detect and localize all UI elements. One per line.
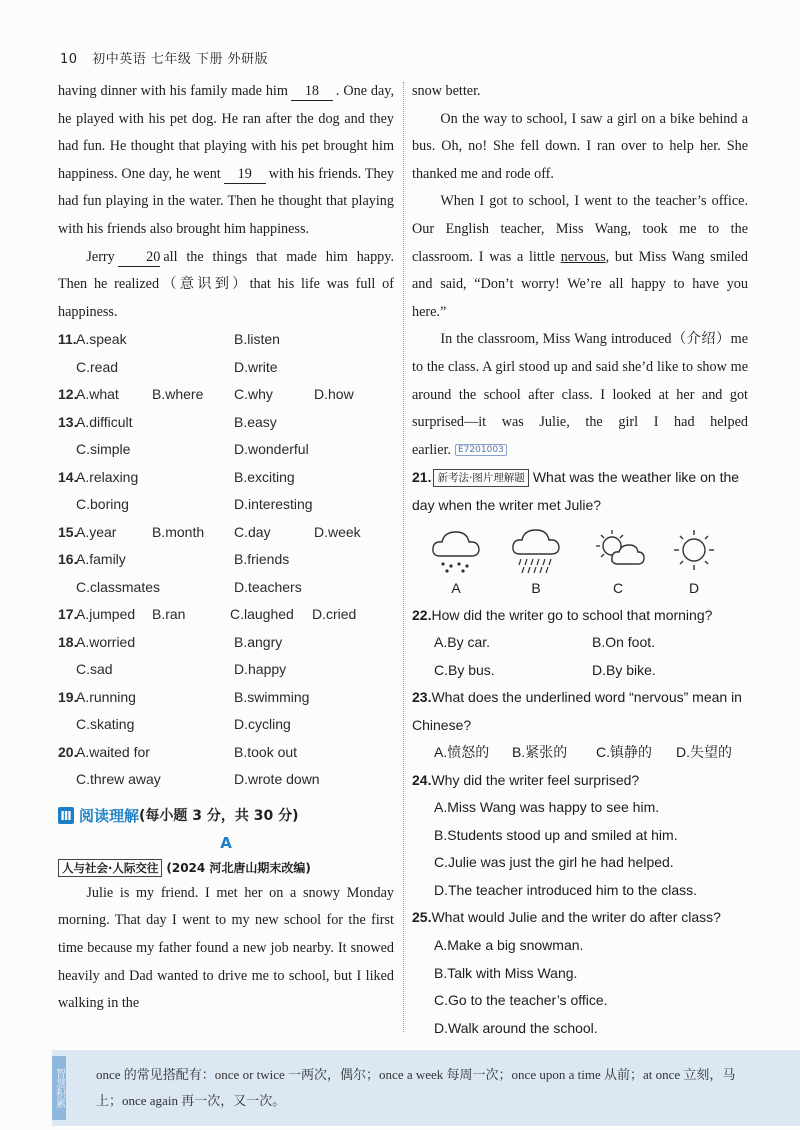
sun-cloud-icon[interactable] xyxy=(588,524,648,576)
question-number: 18. xyxy=(58,633,78,650)
option-d[interactable]: D.By bike. xyxy=(592,661,656,678)
rain-cloud-icon[interactable] xyxy=(506,524,566,576)
option-label-d: D xyxy=(688,579,700,596)
column-divider xyxy=(403,82,404,1032)
question-number: 20. xyxy=(58,743,78,760)
blank-18: 18 xyxy=(291,82,333,101)
question-number: 19. xyxy=(58,688,78,705)
question-number: 12. xyxy=(58,386,78,403)
option-c[interactable]: C.boring xyxy=(76,496,129,513)
question-options-row xyxy=(58,326,394,354)
option-a[interactable]: A.relaxing xyxy=(76,468,139,485)
option-c[interactable]: C.镇静的 xyxy=(596,744,652,761)
option-a[interactable]: A.worried xyxy=(76,633,136,650)
option-b[interactable]: B.swimming xyxy=(234,688,310,705)
question-23: 23.What does the underlined word “nervous” mean in Chinese? xyxy=(412,689,742,733)
question-number: 14. xyxy=(58,468,78,485)
source-text: (2024 河北唐山期末改编) xyxy=(166,860,311,875)
question-options-row xyxy=(58,711,394,739)
question-number: 11. xyxy=(58,331,77,348)
option-b[interactable]: B.listen xyxy=(234,331,280,348)
option-label-a: A xyxy=(451,579,461,596)
option-b[interactable]: B.angry xyxy=(234,633,283,650)
question-options-row xyxy=(58,766,394,794)
option-c[interactable]: C.simple xyxy=(76,441,131,458)
option-d[interactable]: D.Walk around the school. xyxy=(434,1019,598,1036)
option-b[interactable]: B.where xyxy=(152,386,204,403)
option-c[interactable]: C.day xyxy=(234,523,271,540)
question-options-row xyxy=(58,601,394,629)
section-points: (每小题 3 分，共 30 分) xyxy=(139,807,299,824)
question-number: 15. xyxy=(58,523,78,540)
option-d[interactable]: D.interesting xyxy=(234,496,313,513)
option-a[interactable]: A.By car. xyxy=(434,634,491,651)
passage-paragraph: having dinner with his family made him 18 . One day, he played with his pet dog. He ran after the dog and they had fun. He thought that playing with his pet brought him happiness. One day, he went 19 with his friends. They had fun playing in the water. Then he thought that playing with his friends also brought him happiness. xyxy=(58,83,395,237)
passage-paragraph: Julie is my friend. I met her on a snowy Monday morning. That day I went to my new school for the first time because my father found a new job nearby. It snowed heavily and Dad wanted to drive me to school, but I liked walking in the xyxy=(58,884,394,1012)
question-22: 22.How did the writer go to school that morning? xyxy=(412,606,713,623)
question-number: 16. xyxy=(58,551,78,568)
option-b[interactable]: B.Talk with Miss Wang. xyxy=(434,964,578,981)
question-type-tag: 新考法·图片理解题 xyxy=(433,469,528,487)
option-b[interactable]: B.On foot. xyxy=(592,634,656,651)
passage-source xyxy=(58,856,394,880)
option-a[interactable]: A.difficult xyxy=(76,413,133,430)
snow-cloud-icon[interactable] xyxy=(426,524,486,576)
question-options-row xyxy=(58,491,394,519)
option-d[interactable]: D.The teacher introduced him to the class. xyxy=(434,881,698,898)
option-d[interactable]: D.cycling xyxy=(234,716,291,733)
weather-options xyxy=(412,524,748,602)
passage-paragraph: On the way to school, I saw a girl on a bike behind a bus. Oh, no! She fell down. I ran over to help her. She thanked me and rode off. xyxy=(412,110,748,182)
section-heading xyxy=(58,802,394,830)
option-a[interactable]: A.running xyxy=(76,688,136,705)
question-number: 17. xyxy=(58,606,78,623)
question-options-row xyxy=(58,409,394,437)
question-options-row xyxy=(58,436,394,464)
question-options-row xyxy=(58,354,394,382)
question-number: 13. xyxy=(58,413,78,430)
page-number: 10 xyxy=(60,52,78,67)
option-d[interactable]: D.how xyxy=(314,386,354,403)
option-d[interactable]: D.teachers xyxy=(234,578,302,595)
option-label-b: B xyxy=(531,579,541,596)
passage-paragraph: When I got to school, I went to the teacher’s office. Our English teacher, Miss Wang, took me to the classroom. I was a little nervous, but Miss Wang smiled and said, “Don’t worry! We’re all happy to have you here.” xyxy=(412,193,749,320)
option-d[interactable]: D.cried xyxy=(312,606,357,623)
option-a[interactable]: A.year xyxy=(76,523,117,540)
question-options-row xyxy=(58,739,394,767)
option-b[interactable]: B.exciting xyxy=(234,468,295,485)
option-c[interactable]: C.Go to the teacher’s office. xyxy=(434,992,608,1009)
answer-options xyxy=(412,629,748,657)
blank-19: 19 xyxy=(224,165,266,184)
question-options-row xyxy=(58,546,394,574)
question-options-row xyxy=(58,574,394,602)
question-options-row xyxy=(58,381,394,409)
passage-paragraph: snow better. xyxy=(412,83,481,99)
option-b[interactable]: B.month xyxy=(152,523,205,540)
question-options-row xyxy=(58,464,394,492)
option-c[interactable]: C.Julie was just the girl he had helped. xyxy=(434,854,674,871)
option-d[interactable]: D.wrote down xyxy=(234,771,320,788)
option-d[interactable]: D.week xyxy=(314,523,361,540)
topic-tag: 人与社会·人际交往 xyxy=(58,859,162,877)
sun-icon[interactable] xyxy=(664,524,724,576)
option-b[interactable]: B.ran xyxy=(152,606,186,623)
option-b[interactable]: B.friends xyxy=(234,551,290,568)
option-a[interactable]: A.speak xyxy=(76,331,127,348)
answer-options xyxy=(412,739,748,767)
option-a[interactable]: A.Make a big snowman. xyxy=(434,937,584,954)
question-code: E7201003 xyxy=(455,444,507,456)
option-c[interactable]: C.why xyxy=(234,386,273,403)
option-a[interactable]: A.what xyxy=(76,386,119,403)
option-d[interactable]: D.write xyxy=(234,358,278,375)
option-c[interactable]: C.laughed xyxy=(230,606,294,623)
option-d[interactable]: D.失望的 xyxy=(676,744,732,761)
right-column xyxy=(412,78,748,1042)
tip-text: once 的常见搭配有：once or twice 一两次，偶尔；once a week 每周一次；once upon a time 从前；at once 立刻，马上；once again 再一次，又一次。 xyxy=(96,1067,736,1108)
option-d[interactable]: D.wonderful xyxy=(234,441,309,458)
option-b[interactable]: B.紧张的 xyxy=(512,744,568,761)
option-c[interactable]: C.sad xyxy=(76,661,113,678)
option-b[interactable]: B.easy xyxy=(234,413,277,430)
question-21: 21. 新考法·图片理解题 What was the weather like on the day when the writer met Julie? xyxy=(412,469,740,513)
underlined-word: nervous xyxy=(560,248,606,265)
passage-paragraph: Jerry 20 all the things that made him happy. Then he realized（意识到）that his life was full of happiness. xyxy=(58,248,394,320)
section-number-icon: Ⅲ xyxy=(58,807,74,824)
option-c[interactable]: C.classmates xyxy=(76,578,161,595)
option-c[interactable]: C.threw away xyxy=(76,771,161,788)
cloze-options xyxy=(58,326,394,794)
option-c[interactable]: C.read xyxy=(76,358,119,375)
option-a[interactable]: A.愤怒的 xyxy=(434,744,490,761)
question-options-row xyxy=(58,629,394,657)
section-title: 阅读理解 xyxy=(79,806,140,825)
question-options-row xyxy=(58,684,394,712)
option-a[interactable]: A.family xyxy=(76,551,126,568)
page-header xyxy=(60,48,268,67)
option-b[interactable]: B.took out xyxy=(234,743,298,760)
option-a[interactable]: A.jumped xyxy=(76,606,136,623)
option-d[interactable]: D.happy xyxy=(234,661,287,678)
blank-20: 20 xyxy=(118,248,161,267)
question-options-row xyxy=(58,519,394,547)
option-c[interactable]: C.skating xyxy=(76,716,135,733)
option-a[interactable]: A.Miss Wang was happy to see him. xyxy=(434,799,660,816)
option-c[interactable]: C.By bus. xyxy=(434,661,495,678)
left-column xyxy=(58,78,394,1018)
question-24: 24.Why did the writer feel surprised? xyxy=(412,771,640,788)
passage-paragraph: In the classroom, Miss Wang introduced（介绍）me to the class. A girl stood up and said she’d like to show me around the school after class. I looked at her and got surprised—it was Julie, the girl I had helped earlier. E7201003 xyxy=(412,331,748,458)
book-title: 初中英语 七年级 下册 外研版 xyxy=(92,52,269,67)
option-b[interactable]: B.Students stood up and smiled at him. xyxy=(434,826,678,843)
tip-tab-label: 智慧积累 xyxy=(52,1056,66,1120)
option-label-c: C xyxy=(612,579,624,596)
answer-options xyxy=(412,657,748,685)
question-25: 25.What would Julie and the writer do after class? xyxy=(412,909,721,926)
passage-label: A xyxy=(220,833,232,852)
question-options-row xyxy=(58,656,394,684)
option-a[interactable]: A.waited for xyxy=(76,743,150,760)
